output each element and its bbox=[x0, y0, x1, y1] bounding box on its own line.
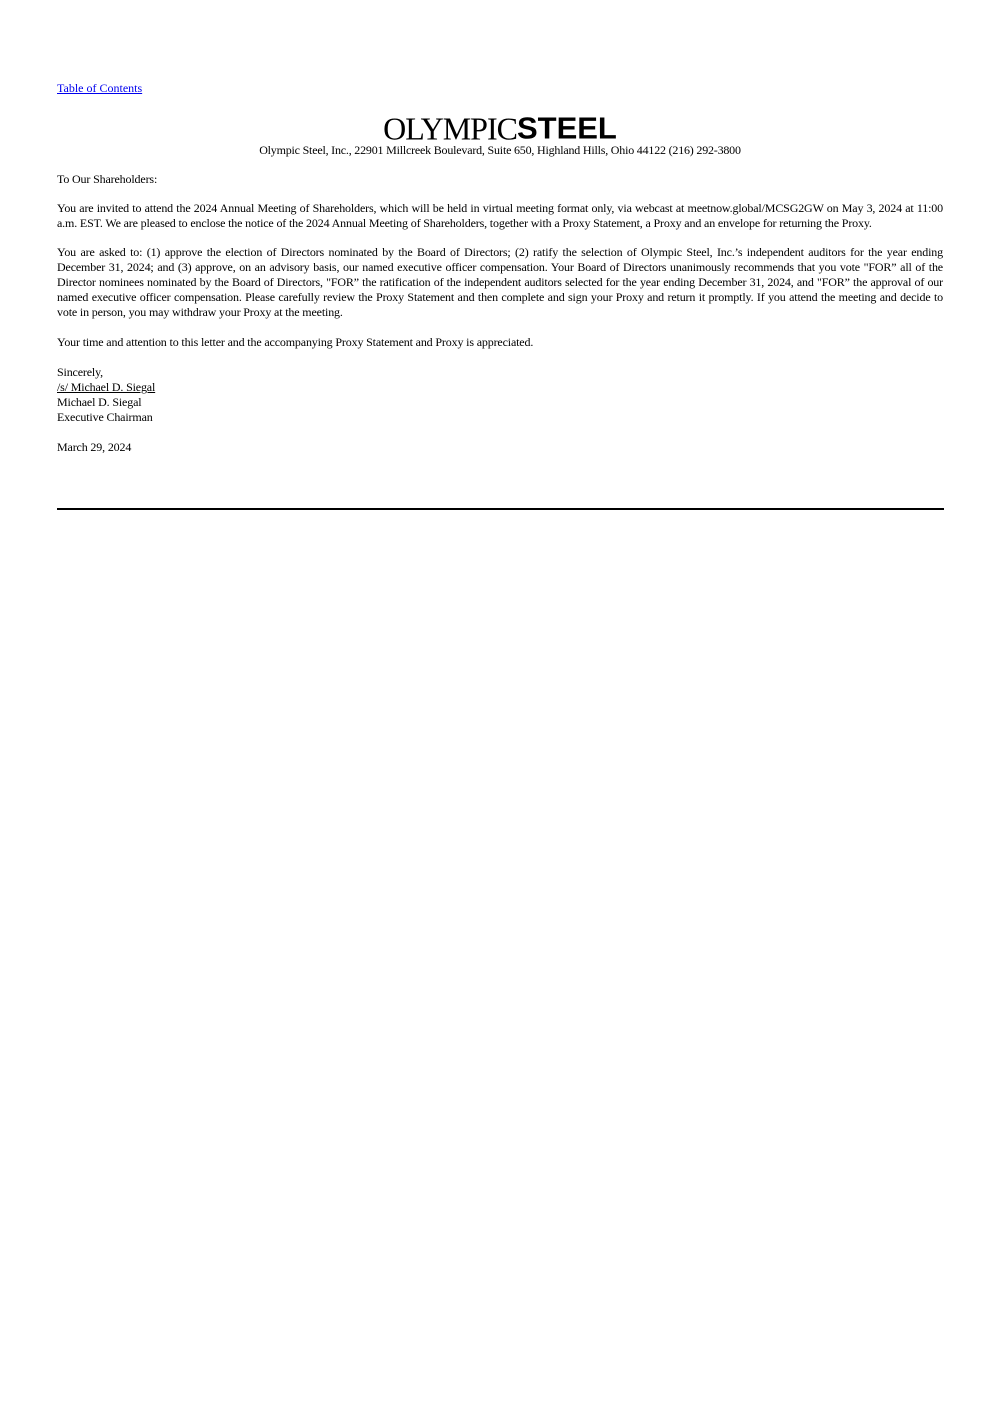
signature: /s/ Michael D. Siegal bbox=[57, 380, 156, 394]
horizontal-divider bbox=[57, 508, 944, 510]
salutation: To Our Shareholders: bbox=[57, 172, 158, 186]
table-of-contents-link[interactable]: Table of Contents bbox=[57, 81, 143, 95]
letter-page bbox=[57, 79, 943, 455]
signer-title: Executive Chairman bbox=[57, 410, 153, 424]
logo-text-light: OLYMPIC bbox=[383, 110, 517, 147]
olympic-steel-logo bbox=[57, 110, 943, 147]
company-address: Olympic Steel, Inc., 22901 Millcreek Boulevard, Suite 650, Highland Hills, Ohio 44122 (216) 292-3800 bbox=[259, 143, 741, 157]
valediction: Sincerely, bbox=[57, 365, 104, 379]
letter-date: March 29, 2024 bbox=[57, 440, 132, 454]
appreciation-paragraph: Your time and attention to this letter and the accompanying Proxy Statement and Proxy is appreciated. bbox=[57, 335, 534, 349]
proposals-paragraph: You are asked to: (1) approve the election of Directors nominated by the Board of Directors; (2) ratify the selection of Olympic Steel, Inc.’s independent auditors for the year ending December 31, 2024; and (3) approve, on an advisory basis, our named executive officer compensation. Your Board of Directors unanimously recommends that you vote "FOR” all of the Director nominees nominated by the Board of Directors, "FOR” the ratification of the independent auditors selected for the year ending December 31, 2024, and "FOR” the approval of our named executive officer compensation. Please carefully review the Proxy Statement and then complete and sign your Proxy and return it promptly. If you attend the meeting and decide to vote in person, you may withdraw your Proxy at the meeting. bbox=[57, 245, 943, 319]
signer-name: Michael D. Siegal bbox=[57, 395, 142, 409]
closing-block bbox=[57, 365, 943, 425]
logo-text-bold: STEEL bbox=[516, 110, 617, 146]
invitation-paragraph: You are invited to attend the 2024 Annual Meeting of Shareholders, which will be held in virtual meeting format only, via webcast at meetnow.global/MCSG2GW on May 3, 2024 at 11:00 a.m. EST. We are pleased to enclose the notice of the 2024 Annual Meeting of Shareholders, together with a Proxy Statement, a Proxy and an envelope for returning the Proxy. bbox=[57, 201, 943, 230]
